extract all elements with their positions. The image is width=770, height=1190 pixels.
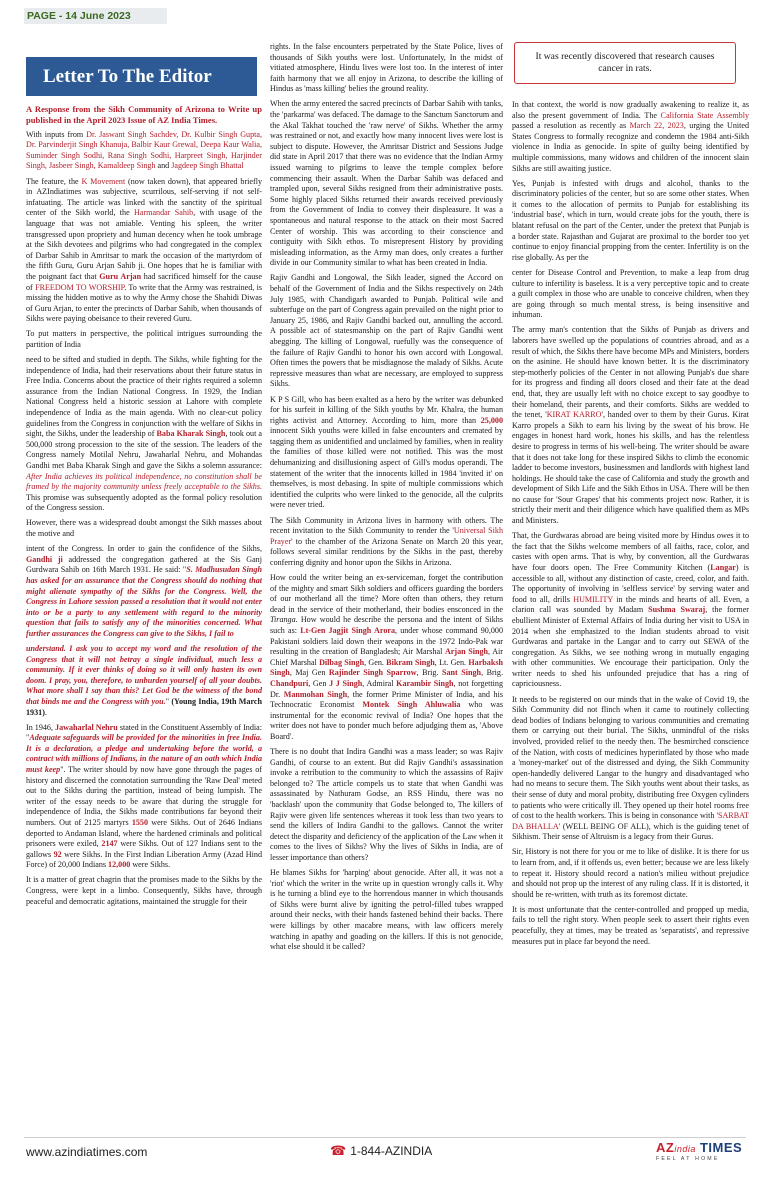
logo-tagline: FEEL AT HOME	[656, 1156, 720, 1162]
contributors: With inputs from Dr. Jaswant Singh Sachdev, Dr. Kulbir Singh Gupta, Dr. Parvinderjit Singh Khanuja, Balbir Kaur Grewal, Deepa Kaur Walia, Suminder Singh Sodhi, Rana Singh Sodhi, Harpreet Singh, Harjinder Singh, Jasbeer Singh, Kamaldeep Singh and Jagdeep Singh Bhattal	[26, 129, 263, 171]
footer-divider	[24, 1137, 746, 1138]
paragraph: K P S Gill, who has been exalted as a hero by the writer was debunked for his surfeit in killing of the Sikh youths by Mr. Khalra, the human rights activist and Attorney. According to him, more than 25,000 innocent Sikh youths were killed in false encounters and cremated by tagging them as unidentified and unclaimed by families, when in reality the families of those killed were not notified. This was the most dehumanizing and disillusioning aspect of Gill's modus operandi. The statement of the writer that the innocents killed in 1984 'invited it' on themselves, is most debasing. In spite of multiple commissions which identified the culprits who were linked to the genocide, all the culprits were never tried.	[270, 394, 503, 510]
article-column-1	[26, 104, 262, 912]
article-column-3	[512, 100, 749, 952]
paragraph: To put matters in perspective, the political intrigues surrounding the partition of India	[26, 329, 262, 349]
site-logo: AZindia TIMES FEEL AT HOME	[656, 1140, 748, 1168]
contributor-names: Dr. Jaswant Singh Sachdev, Dr. Kulbir Singh Gupta, Dr. Parvinderjit Singh Khanuja, Balbir Kaur Grewal, Deepa Kaur Walia, Suminder Singh Sodhi, Rana Singh Sodhi, Harpreet Singh, Harjinder Singh, Jasbeer Singh, Kamaldeep Singh	[26, 129, 263, 171]
phone-icon: ☎	[330, 1143, 347, 1158]
pull-quote: It was recently discovered that research causes cancer in rats.	[514, 42, 736, 84]
paragraph: Sir, History is not there for you or me to like of dislike. It is there for us to learn from, and, if it offends us, even better; because we are less likely to repeat it. History should record a nation's milieu without prejudice and should not prop up the interest of any ruling class. If it is distorted, it should be re-written, with truth as its foremost dictate.	[512, 847, 749, 899]
paragraph: The Sikh Community in Arizona lives in harmony with others. The recent invitation to the Sikh Community to render the 'Universal Sikh Prayer' to the chamber of the Arizona Senate on March 20 this year, follows several similar renditions by the Sikhs in the past, thereby conferring dignity and honor upon the Sikhs in Arizona.	[270, 515, 504, 567]
paragraph: Rajiv Gandhi and Longowal, the Sikh leader, signed the Accord on behalf of the Government of India and the Sikhs respectively on 24th July 1985, with Chandigarh awarded to Punjab. Political wile and subterfuge on the part of Congress again prevailed on the night prior to January 25, 1986, and Rajiv Gandhi backed out, annulling the accord. A possible act of statesmanship on the part of Rajiv Gandhi went abegging. The killing of Longowal, ruefully was the consequence of the failure of Rajiv Gandhi to honor his own accord with Longowal. Often times the powers that be misdiagnose the malady of Sikhs. Acute repressive measures than what are necessary, are employed to suppress Sikhs.	[270, 273, 503, 389]
contributor-last: Jagdeep Singh Bhattal	[171, 161, 244, 171]
paragraph: That, the Gurdwaras abroad are being visited more by Hindus owes it to the fact that the Sikhs welcome members of all faiths, race, color, and castes with open arms. That is why, by convention, all the Gurdwaras have four doors open. The Free Community Kitchen (Langar) is accessible to all, without any distinction of caste, creed, color, and faith. The opportunity of involving in 'selfless service' by serving water and food to all, drills HUMILITY in the minds and hearts of all. Even, a clarion call was sounded by Madam Sushma Swaraj, the former ebullient Minister of External Affairs of India during her visit to USA in 2014 when she emphasized to the Indian students abroad to visit Gurdwaras and partake in the Langar and to carry out SEWA of the congregation. As Sikhs, we see nothing wrong in mutually engaging with other communities. We encourage their participation. Only the writer needs to shed his unfounded prejudice that has a ring of capriciousness.	[512, 531, 750, 689]
paragraph: need to be sifted and studied in depth. The Sikhs, while fighting for the independence of India, had their reservations about their future status in Free India. Concerns about the practice of their rights required a solemn assurance from the Indian National Congress. In 1929, the Indian National Congress held a historic session at Lahore with complete independence of India as the main agenda. With no clear-cut policy guidelines from the Congress in conjunction with the welfare of Sikhs in sight, the Sikhs, under the leadership of Baba Kharak Singh, took out a 500,000 strong procession to the site of the session. The leaders of the Congress namely Motilal Nehru, Jawaharlal Nehru, and Mohandas Gandhi met Baba Kharak Singh and gave the Sikhs a solemn assurance: After India achieves its political independence, no constitution shall be framed by the majority community unless freely acceptable to the Sikhs. This promise was subsequently adopted as the formal policy resolution of the Congress session.	[26, 355, 263, 513]
paragraph: rights. In the false encounters perpetrated by the State Police, lives of thousands of Sikh youths were lost. Unfortunately, In the midst of vitiated atmosphere, Hindu lives were lost too. In the interest of inter faith harmony that we all enjoy in Arizona, to describe the killing of Hindus as 'mass killing' belies the ground reality.	[270, 42, 503, 94]
article-column-2	[270, 42, 503, 957]
paragraph: There is no doubt that Indira Gandhi was a mass leader; so was Rajiv Gandhi, of course to an extent. But did Rajiv Gandhi's assassination invoke a retribution to the community to which the assassins of Rajiv belonged to? The article compels us to state that when Gandhi was assassinated by Nathuram Godse, an RSS Hindu, there was no 'backlash' upon the community that Godse belonged to, The killers of Rajiv were given life sentences whereas it took less than two years to send the killers of Indira Gandhi to the gallows. Cannot the writer detect the disparity and deficiency of the application of the Law when it comes to the lives of Sikhs? Why the lives of Sikhs in India, are of lesser importance than others?	[270, 747, 503, 862]
phone-number: ☎ 1-844-AZINDIA	[330, 1143, 433, 1158]
paragraph: When the army entered the sacred precincts of Darbar Sahib with tanks, the 'parkarma' was defaced. The damage to the Sanctum Sanctorum and the Akal Takhat touched the 'raw nerve' of Sikhs. Whether the army was restrained or not, and exactly how many innocent lives were lost is subject to dispute. However, the Amritsar District and Sessions Judge did state in April 2017 that there was no evidence that the Indian Army issued warning to pilgrims to leave the temple complex before commencing their assault. When the Darbar Sahib was defaced and trampled upon, several Sikhs resigned from their administrative posts. Some highly placed Sikhs returned their awards received previously from the Government of India to convey their displeasure. It was a spontaneous and natural response to the attack on their most Sacred Center of worship. This was according to their conscience and contiguity with Sikh ethos. To misrepresent History by providing misleading information, as the Army man does, only creates a further divide in our Community similar to what has been created in India.	[270, 99, 503, 268]
paragraph: It needs to be registered on our minds that in the wake of Covid 19, the Sikh Community did not flinch when it came to routinely collecting dead bodies of Indians belonging to various communities and cremating them or carrying out their burial. The Sikhs, unmindful of the risks involved, provided relief to the needy then. The besmirched conscience of the Nation, with costs of medicines hyperinflated by those who made a 'money-market' out of the distressed and dying, the Sikh Community open-handedly delivered Langar to the hungry and disadvantaged who had no means to secure them. The Sikh youths went about their tasks, as their sense of duty and moral probity, distributing free Oxygen cylinders to patients who were critically ill. They opened up their hotel rooms free of cost to the health workers. This is being in consonance with 'SARBAT DA BHALLA' (WELL BEING OF ALL), which is the guiding tenet of Sikhism. Their sense of Altruism is a legacy from their Gurus.	[512, 694, 749, 842]
paragraph: understand. I ask you to accept my word and the resolution of the Congress that it will not betray a single individual, much less a community. If it ever thinks of doing so it will only hasten its own doom. I pray, you, therefore, to unburden yourself of all your doubts. What more shall I say than this? Let God be the witness of the bond that binds me and the Congress with you." (Young India, 19th March 1931).	[26, 644, 262, 717]
paragraph: He blames Sikhs for 'harping' about genocide. After all, it was not a 'riot' which the writer in the write up in question wrongly calls it. Why is he turning a blind eye to the horrendous manner in which thousands of Sikhs were burnt alive by igniting the petrol-filled tubes wrapped around their necks, with their hands fastened behind their backs. There were killings by other macabre means, with law officers merely watching in apathy and goading on the killers. If this is not genocide, what else should it be called?	[270, 868, 503, 952]
paragraph: It is most unfortunate that the center-controlled and propped up media, fails to tell the right story. When people seek to assert their rights even peacefully, they at times, may be treated as 'separatists', and repressive measures put in place far beyond the need.	[512, 904, 749, 946]
paragraph: It is a matter of great chagrin that the promises made to the Sikhs by the Congress, were kept in a limbo. Consequently, Sikhs have, through peaceful and democratic agitations, maintained the struggle for their	[26, 875, 262, 906]
paragraph: center for Disease Control and Prevention, to make a leap from drug culture to infertility is baseless. It is a very perceptive topic and to create a guilt complex in those who are unable to conceive children, when they are going through so much mental stress, is being insensitive and inhuman.	[512, 267, 749, 320]
paragraph: Yes, Punjab is infested with drugs and alcohol, thanks to the discriminatory policies of the center, but so are some other states. When it comes to the allocation of permits to Punjab for establishing its 'industrial base', which in turn, would create jobs for the youth, there is blatant refusal on the part of the Center, under the pretext that Punjab is a border state. Rajasthan and Gujarat are proximal to the border too yet continue to enjoy financial propping from the center. Infertility is on the rise globally. As per the	[512, 178, 749, 262]
page-label: PAGE - 14 June 2023	[24, 8, 167, 24]
paragraph: intent of the Congress. In order to gain the confidence of the Sikhs, Gandhi ji addressed the congregation gathered at the Sis Ganj Gurdwara Sahib on 16th March 1931. He said: "S. Madhusudan Singh has asked for an assurance that the Congress should do nothing that might alienate sympathy of the Sikhs for the Congress. Well, the Congress in Lahore session passed a resolution that it would not enter into or be a party to any settlement with regard to the minority question that fails to satisfy any of the minorities concerned. What further assurances the Congress can give to the Sikhs, I fail to	[26, 544, 262, 638]
paragraph: The feature, the K Movement (now taken down), that appeared briefly in AZIndiatimes was subjective, scurrilous, self-serving if not self-infatuating. The article was linked with the sanctity of the spiritual center of the Sikh world, the Harmandar Sahib, with usage of the language that was not amiable. Venting his spleen, the writer transgressed upon propriety and human decency when he took umbrage at the Sikh devotees and pilgrims who had congregated in the complex of Darbar Sahib in Amritsar to mark the occasion of the martyrdom of the fifth Guru, Guru Arjan Sahib ji. One hopes that he is familiar with the poignant fact that Guru Arjan had sacrificed himself for the cause of FREEDOM TO WORSHIP. To write that the Army was restrained, is missing the hidden motive as to why the Army chose the Shahidi Diwas of Guru Arjan, to enter the precincts of Darbar Sahib, when thousands of Sikhs were paying obeisance to their revered Guru.	[26, 176, 263, 324]
paragraph: How could the writer being an ex-serviceman, forget the contribution of the mighty and smart Sikh soldiers and officers guarding the borders of our motherland all the time? More often than others, they return dead in the service of their motherland, their bodies ensconced in the Tiranga. How would he describe the persona and the intent of Sikhs such as: Lt-Gen Jagjit Singh Arora, under whose command 90,000 Pakistani soldiers laid down their weapons in the 1972 Indo-Pak war resulting in the creation of Bangladesh; Air Marshal Arjan Singh, Air Chief Marshal Dilbag Singh, Gen. Bikram Singh, Lt. Gen. Harbaksh Singh, Maj Gen Rajinder Singh Sparrow, Brig. Sant Singh, Brig. Chandpuri, Gen J J Singh, Admiral Karambir Singh, not forgetting Dr. Manmohan Singh, the former Prime Minister of India, and his Technocratic Economist Montek Singh Ahluwalia who was instrumental for the economic revival of India? One hopes that the writer does not have to ponder much before adjudging them as, 'Above Board'.	[270, 573, 504, 741]
website-link[interactable]: www.azindiatimes.com	[26, 1145, 148, 1159]
paragraph: However, there was a widespread doubt amongst the Sikh masses about the motive and	[26, 518, 262, 539]
paragraph: In 1946, Jawaharlal Nehru stated in the Constituent Assembly of India: "Adequate safeguards will be provided for the minorities in free India. It is a declaration, a pledge and undertaking before the world, a contract with millions of Indians, in the nature of an oath which India must keep". The writer should by now have gone through the pages of history and discerned the connotation surrounding the 'Raw Deal' meted out to the Sikhs during the partition, instead of being lumpish. The writer of the essay needs to be aware that during the struggle for independence of India, the Sikhs made contributions far beyond their numbers. Out of 2125 martyrs 1550 were Sikhs. Out of 2646 Indians deported to Andaman Island, where the hardened criminals and political prisoners were exiled, 2147 were Sikhs. Out of 127 Indians sent to the gallows 92 were Sikhs. In the First Indian Liberation Army (Azad Hind Force) of 20,000 Indians 12,000 were Sikhs.	[26, 722, 263, 870]
article-lead: A Response from the Sikh Community of Arizona to Write up published in the April 2023 Issue of AZ India Times.	[26, 104, 262, 125]
paragraph: The army man's contention that the Sikhs of Punjab as drivers and laborers have swelled up the populations of countries abroad, and as a result of which, the Sikhs there have become MPs and Ministers, borders on the asinine. He should have known better. It is the discriminatory step-motherly policies of the Center in not allowing Punjab's due share for its progress and finding all doors closed and their fate at the dead end, that, they are usually left with no choice except to say goodbye to their homeland, their parents, and their comforts. Sikhs are wedded to the tenet, 'KIRAT KARRO', handed over to them by their Gurus. Kirat Karro propels a Sikh to earn his living by the sweat of his brow. He engages in honest hard work, hones his skills, and has the relentless desire to progress in terms of his well-being. The writer should be aware that it does not take long for these inspired Sikhs to climb the economic ladder to become investors, businessmen and landlords with highest land holdings. He should take the case of California and study the growth and development of Sikh Life and the Sikh Ethos in USA. There will be then no cause for 'Sour Grapes' that his comments project now. Rather, it is strictly their merit and their diligence which have qualified them as MPs and Ministers.	[512, 325, 750, 526]
section-title: Letter To The Editor	[26, 57, 257, 96]
paragraph: In that context, the world is now gradually awakening to realize it, as also the present government of India. The California State Assembly passed a resolution as recently as March 22, 2023, urging the United States Congress to formally recognize and condemn the 1984 anti-Sikh violence in India as genocide. In spite of guilty being identified by multiple commissions, many widows and children of the innocent slain Sikhs are still awaiting justice.	[512, 100, 750, 173]
